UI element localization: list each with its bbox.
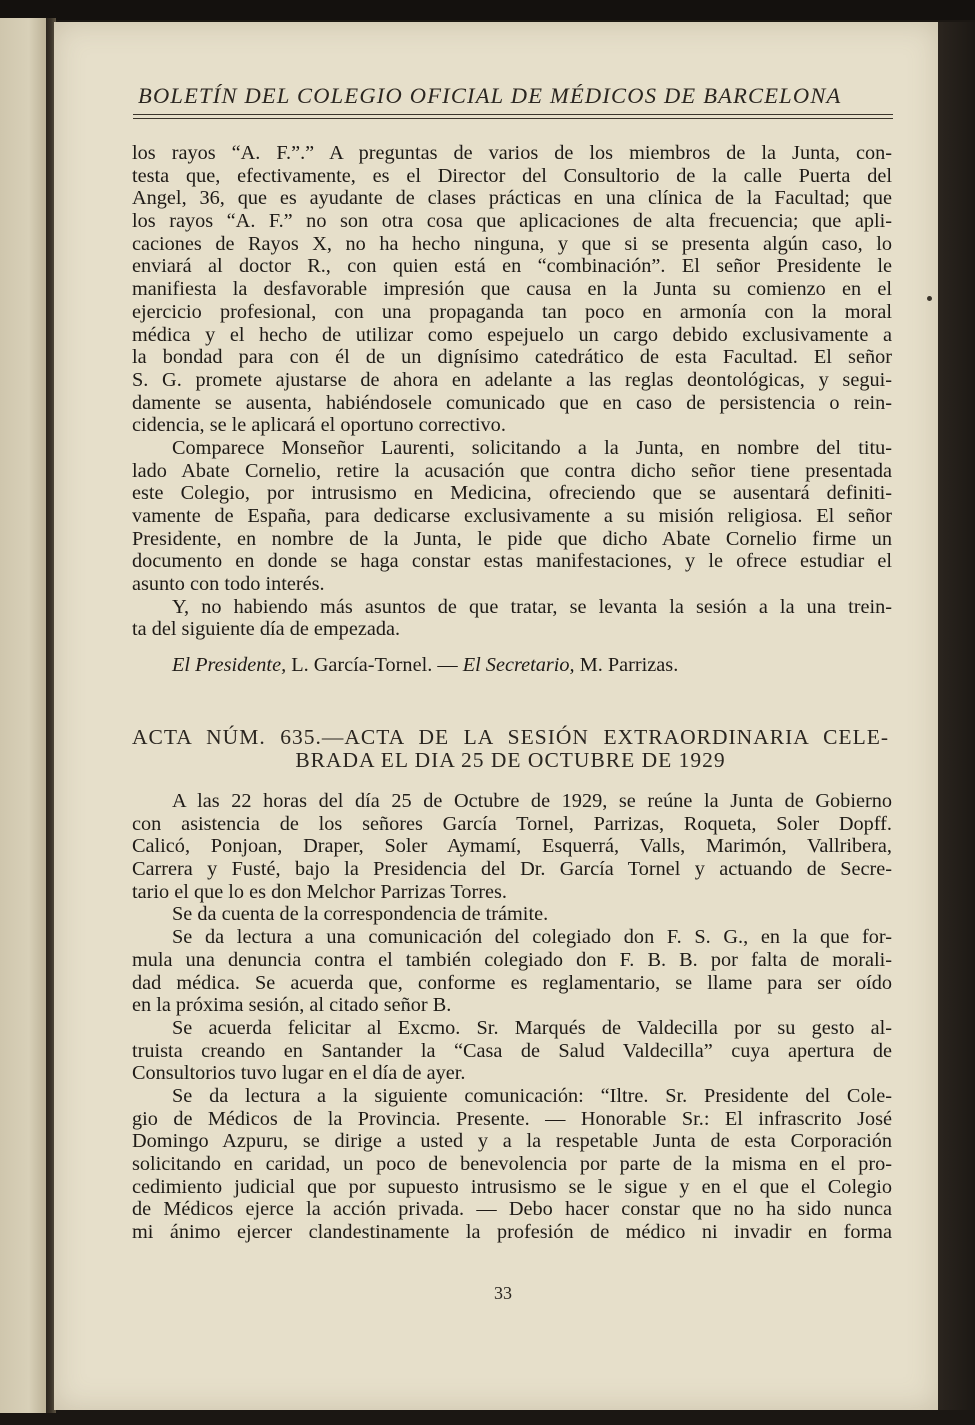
text-line: manifiesta la desfavorable impresión que causa en la Junta su comienzo en el (132, 278, 892, 301)
header-rule (133, 118, 893, 119)
header-rule (133, 114, 893, 115)
scan-background-right (938, 22, 975, 1410)
text-line: vamente de España, para dedicarse exclusivamente a su misión religiosa. El señor (132, 505, 892, 527)
ink-speck (927, 296, 932, 301)
text-line: Domingo Azpuru, se dirige a usted y a la respetable Junta de esta Corporación (132, 1130, 892, 1153)
text-line: Se acuerda felicitar al Excmo. Sr. Marqués de Valdecilla por su gesto al- (172, 1016, 892, 1039)
text-line: solicitando en caridad, un poco de benevolencia por parte de la misma en el pro- (132, 1153, 892, 1175)
text-line: lado Abate Cornelio, retire la acusación que contra dicho señor tiene presentada (132, 459, 892, 482)
text-line: de Médicos ejerce la acción privada. — Debo hacer constar que no ha sido nunca (132, 1198, 892, 1221)
text-line: A las 22 horas del día 25 de Octubre de 1929, se reúne la Junta de Gobierno (172, 790, 892, 812)
text-line: este Colegio, por intrusismo en Medicina, ofreciendo que se ausentará definiti- (132, 482, 892, 505)
text-line: Y, no habiendo más asuntos de que tratar, se levanta la sesión a la una trein- (172, 595, 892, 618)
text-line: testa que, efectivamente, es el Director del Consultorio de la calle Puerta del (132, 164, 892, 187)
section-heading-line: ACTA NÚM. 635.—ACTA DE LA SESIÓN EXTRAORDINARIA CELE- (132, 725, 889, 749)
president-role: El Presidente, (172, 654, 287, 676)
text-line: la bondad para con él de un dignísimo catedrático de esta Facultad. El señor (132, 346, 892, 369)
section-text (132, 790, 892, 1244)
text-line: cidencia, se le aplicará el oportuno correctivo. (132, 414, 506, 437)
continued-text (132, 142, 892, 641)
text-line: ta del siguiente día de empezada. (132, 618, 401, 641)
text-line: Se da lectura a la siguiente comunicación: “Iltre. Sr. Presidente del Cole- (172, 1084, 892, 1107)
text-line: Angel, 36, que es ayudante de clases prácticas en una clínica de la Facultad; que (132, 187, 892, 210)
text-line: asunto con todo interés. (132, 573, 325, 596)
text-line: Consultorios tuvo lugar en el día de ayer. (132, 1062, 466, 1085)
text-line: mula una denuncia contra el también colegiado don F. B. B. por falta de morali- (132, 948, 892, 971)
page-number: 33 (494, 1283, 512, 1303)
text-line: gio de Médicos de la Provincia. Presente. — Honorable Sr.: El infrascrito José (132, 1107, 892, 1130)
text-line: tario el que lo es don Melchor Parrizas Torres. (132, 880, 507, 903)
text-line: documento en donde se haga constar estas manifestaciones, y le ofrece estudiar el (132, 550, 892, 573)
text-line: dad médica. Se acuerda que, conforme es reglamentario, se llame para ser oído (132, 971, 892, 994)
text-line: médica y el hecho de utilizar como espejuelo un cargo debido exclusivamente a (132, 323, 892, 346)
text-line: con asistencia de los señores García Tornel, Parrizas, Roqueta, Soler Dopff. (132, 812, 892, 835)
text-line: damente se ausenta, habiéndosele comunicado que en caso de persistencia o rein- (132, 391, 892, 414)
text-line: cedimiento judicial que por supuesto intrusismo se le sigue y en el que el Colegio (132, 1175, 892, 1198)
running-head: BOLETÍN DEL COLEGIO OFICIAL DE MÉDICOS DE BARCELONA (138, 83, 842, 108)
text-line: en la próxima sesión, al citado señor B. (132, 994, 452, 1017)
text-line: los rayos “A. F.”.” A preguntas de varios de los miembros de la Junta, con- (132, 142, 892, 164)
section-heading (132, 726, 889, 772)
text-line: Carrera y Fusté, bajo la Presidencia del Dr. García Tornel y actuando de Secre- (132, 858, 892, 881)
text-line: Se da cuenta de la correspondencia de trámite. (172, 903, 549, 926)
text-line: ejercicio profesional, con una propaganda tan poco en armonía con la moral (132, 300, 892, 323)
text-line: Calicó, Ponjoan, Draper, Soler Aymamí, Esquerrá, Valls, Marimón, Vallribera, (132, 835, 892, 858)
secretary-role: El Secretario, (462, 654, 575, 676)
president-name: L. García-Tornel. (291, 654, 433, 676)
text-line: los rayos “A. F.” no son otra cosa que aplicaciones de alta frecuencia; que apli- (132, 210, 892, 233)
secretary-name: M. Parrizas. (579, 654, 679, 676)
text-line: Presidente, en nombre de la Junta, le pide que dicho Abate Cornelio firme un (132, 527, 892, 550)
text-line: mi ánimo ejercer clandestinamente la profesión de médico ni invadir en forma (132, 1221, 892, 1244)
text-line: Se da lectura a una comunicación del colegiado don F. S. G., en la que for- (172, 926, 892, 949)
text-line: enviará al doctor R., con quien está en “combinación”. El señor Presidente le (132, 255, 892, 278)
signature-line (172, 654, 678, 677)
facing-page-edge (0, 18, 48, 1413)
scan-background-top (0, 0, 975, 20)
signature-separator: — (437, 654, 458, 676)
text-line: S. G. promete ajustarse de ahora en adelante a las reglas deontológicas, y segui- (132, 368, 892, 391)
section-heading-line: BRADA EL DIA 25 DE OCTUBRE DE 1929 (295, 747, 726, 772)
text-line: Comparece Monseñor Laurenti, solicitando a la Junta, en nombre del titu- (172, 436, 892, 459)
text-line: caciones de Rayos X, no ha hecho ninguna, y que si se presenta algún caso, lo (132, 232, 892, 255)
text-line: truista creando en Santander la “Casa de Salud Valdecilla” cuya apertura de (132, 1039, 892, 1062)
